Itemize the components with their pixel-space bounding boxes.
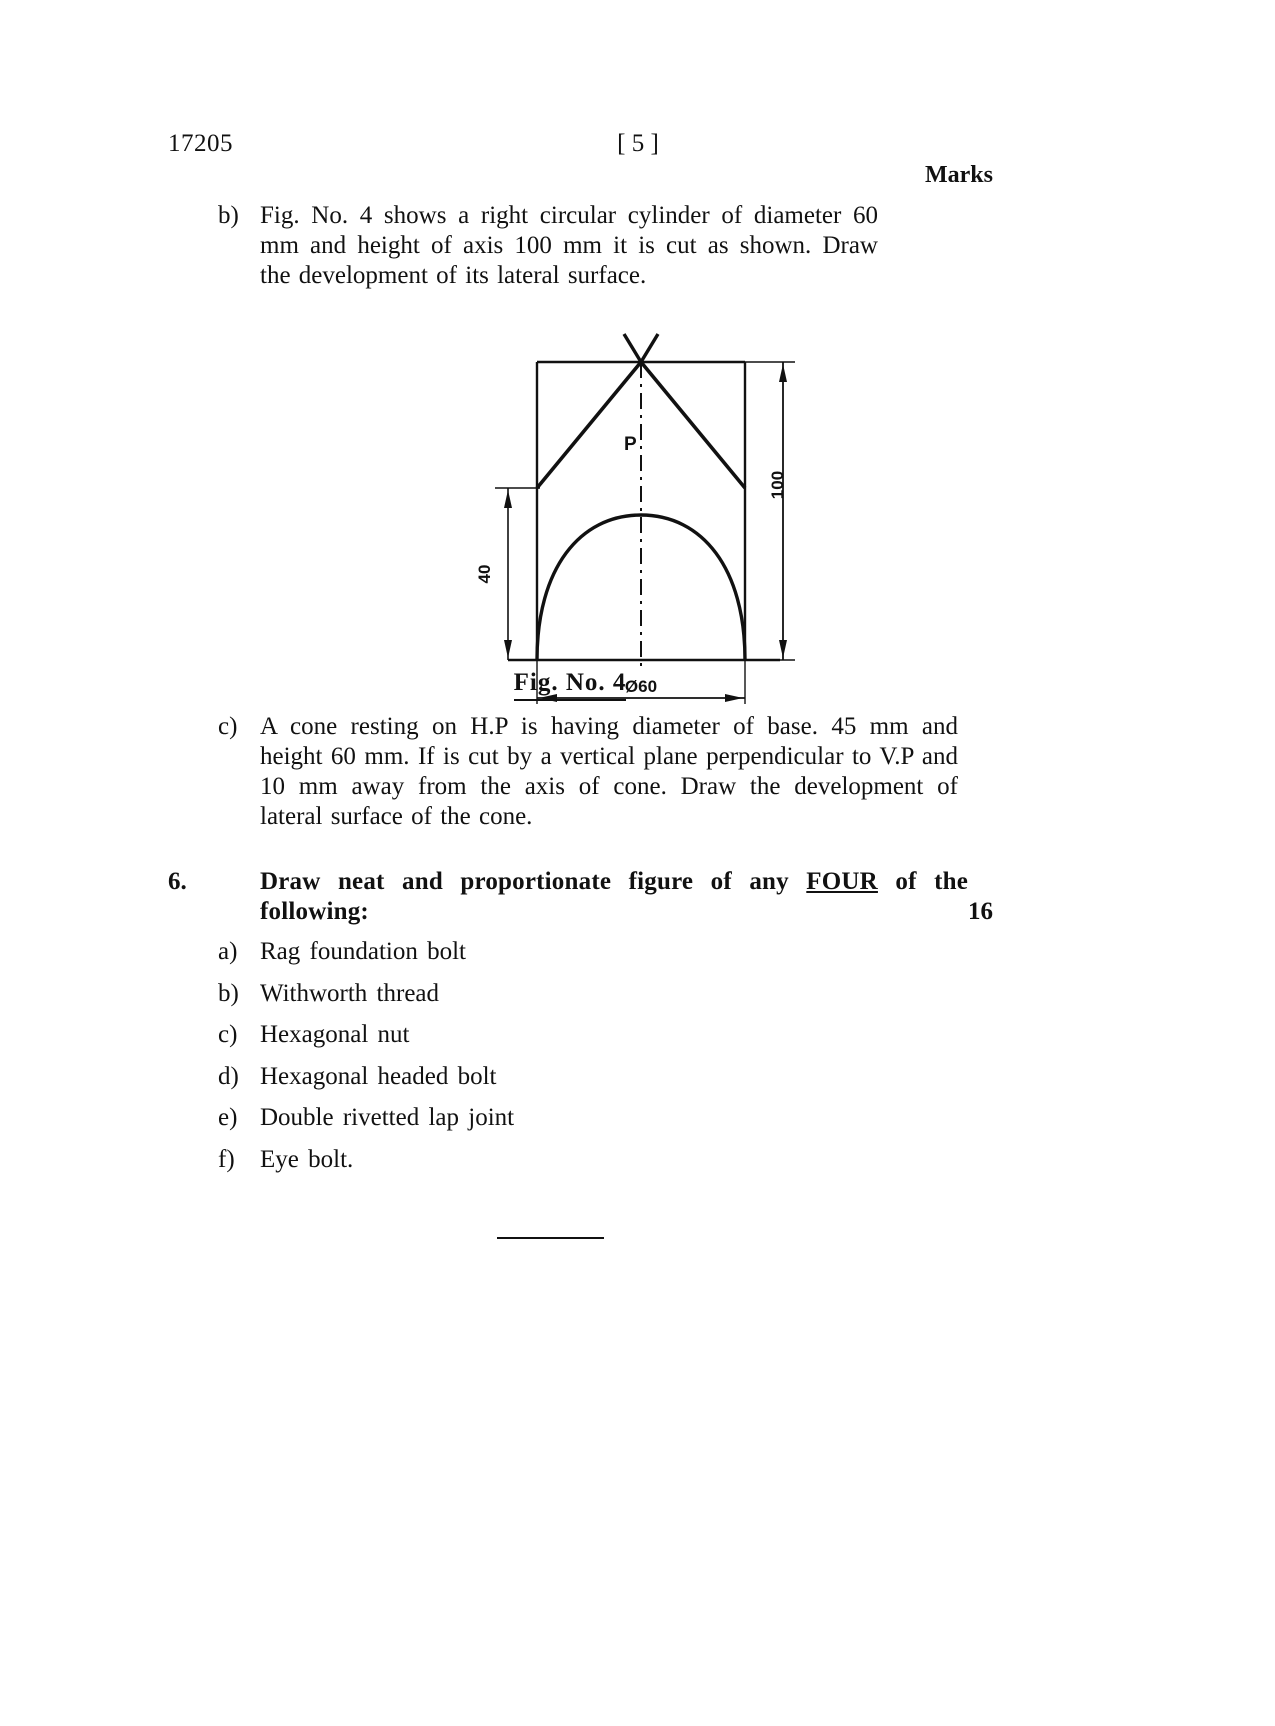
question-6-marks: 16 <box>968 898 993 925</box>
dimension-height-100-text: 100 <box>768 470 787 500</box>
question-6-item-list <box>218 938 918 1187</box>
page-number: [ 5 ] <box>617 130 659 157</box>
list-item-marker: c) <box>218 1021 238 1048</box>
question-b-text: Fig. No. 4 shows a right circular cylinder of diameter 60 mm and height of axis 100 mm it is cut as shown. Draw the development of its lateral surface. <box>260 202 878 289</box>
list-item <box>218 980 918 1022</box>
list-item-marker: b) <box>218 979 239 1007</box>
figure-caption-text: Fig. No. 4 <box>514 669 627 701</box>
part-label-p: P <box>624 434 637 455</box>
list-item <box>218 1021 918 1063</box>
list-item-label: Withworth thread <box>260 979 440 1007</box>
page-header <box>168 130 1108 160</box>
list-item-marker: d) <box>218 1062 239 1090</box>
dimension-height-100 <box>745 362 795 660</box>
question-6-heading-four: FOUR <box>806 868 878 895</box>
dimension-diameter-60-text: Ø60 <box>624 677 658 696</box>
list-item <box>218 938 918 980</box>
question-6-marker: 6. <box>168 868 187 895</box>
list-item-marker: a) <box>218 938 238 965</box>
question-c-marker: c) <box>218 713 238 740</box>
list-item-label: Eye bolt. <box>260 1145 354 1173</box>
list-item <box>218 1104 918 1146</box>
list-item-label: Rag foundation bolt <box>260 938 466 965</box>
list-item-label: Hexagonal headed bolt <box>260 1062 497 1090</box>
list-item <box>218 1146 918 1188</box>
question-b-marker: b) <box>218 202 239 229</box>
question-c-text: A cone resting on H.P is having diameter of base. 45 mm and height 60 mm. If is cut by a vertical plane perpendicular to V.P and 10 mm away from the axis of cone. Draw the development of lateral surface of the cone. <box>260 713 958 830</box>
apex-v-ticks <box>624 334 658 362</box>
list-item-marker: e) <box>218 1104 238 1131</box>
question-6-heading-part2: of the following: <box>260 868 968 925</box>
list-item-marker: f) <box>218 1145 235 1173</box>
question-c-body <box>260 712 958 832</box>
paper-code: 17205 <box>168 130 233 157</box>
cylinder-outline <box>508 362 780 660</box>
list-item-label: Double rivetted lap joint <box>260 1104 515 1131</box>
marks-column-label: Marks <box>925 162 993 188</box>
question-item-c <box>218 712 958 832</box>
question-item-b <box>218 201 878 291</box>
question-b-body <box>260 201 878 291</box>
dimension-cut-40 <box>475 488 540 660</box>
question-6-heading-part1: Draw neat and proportionate figure of any <box>260 868 807 895</box>
list-item-label: Hexagonal nut <box>260 1021 410 1048</box>
list-item <box>218 1063 918 1105</box>
end-of-paper-rule <box>497 1237 604 1239</box>
dimension-cut-40-text: 40 <box>475 564 494 584</box>
figure-caption <box>0 669 1140 697</box>
